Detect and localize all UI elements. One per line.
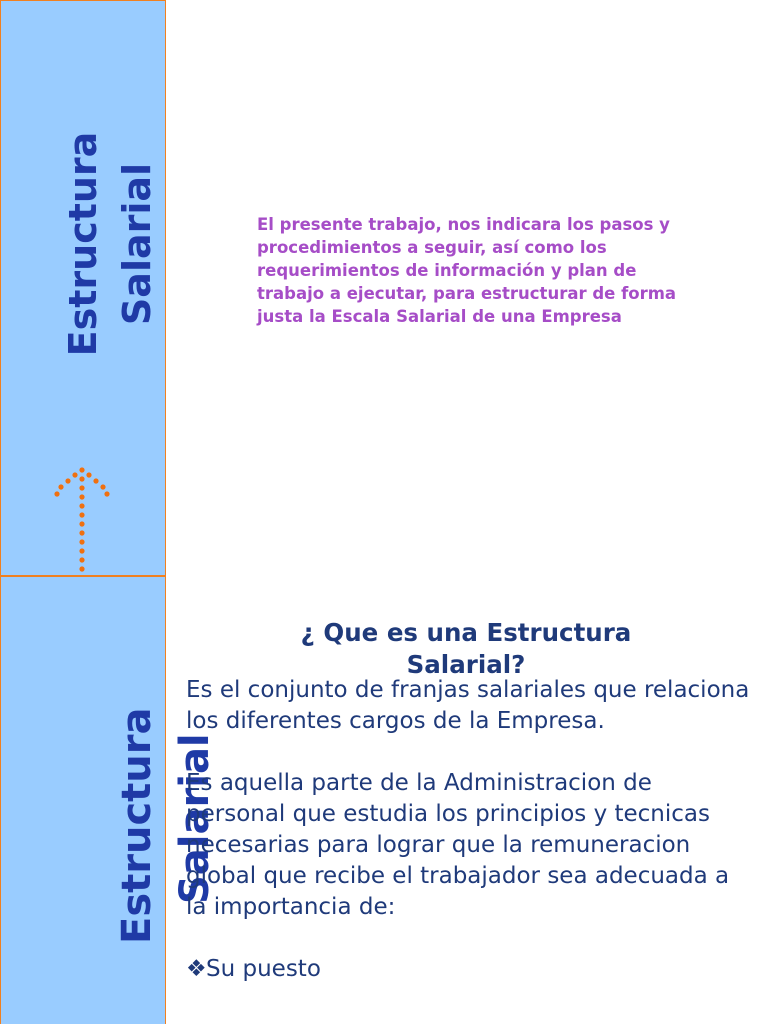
dotted-arrow-up-icon bbox=[52, 462, 112, 574]
slide-2-title-line2: Salarial bbox=[172, 733, 218, 904]
slide-1-title-line2: Salarial bbox=[115, 162, 159, 326]
bullet-item bbox=[186, 954, 756, 985]
intro-paragraph: El presente trabajo, nos indicara los pasos y procedimientos a seguir, así como los requerimientos de información y plan de trabajo a ejecutar, para estructurar de forma justa la Escala Salarial de una Empresa bbox=[257, 215, 677, 326]
slide-1-vertical-title bbox=[56, 0, 164, 488]
definition-paragraph-2: Es aquella parte de la Administracion de personal que estudia los principios y tecnicas necesarias para lograr que la remuneracion global que recibe el trabajador sea adecuada a la importancia de: bbox=[186, 770, 730, 920]
question-heading: ¿ Que es una Estructura Salarial? bbox=[300, 618, 632, 679]
definition-body bbox=[186, 675, 756, 985]
definition-paragraph-1: Es el conjunto de franjas salariales que relaciona los diferentes cargos de la Empresa. bbox=[186, 677, 750, 734]
slide-2-title-line1: Estructura bbox=[114, 707, 160, 944]
diamond-bullet-icon: ❖ bbox=[186, 956, 207, 982]
bullet-item-text: Su puesto bbox=[206, 956, 321, 982]
slide-1-title-line1: Estructura bbox=[61, 131, 105, 357]
